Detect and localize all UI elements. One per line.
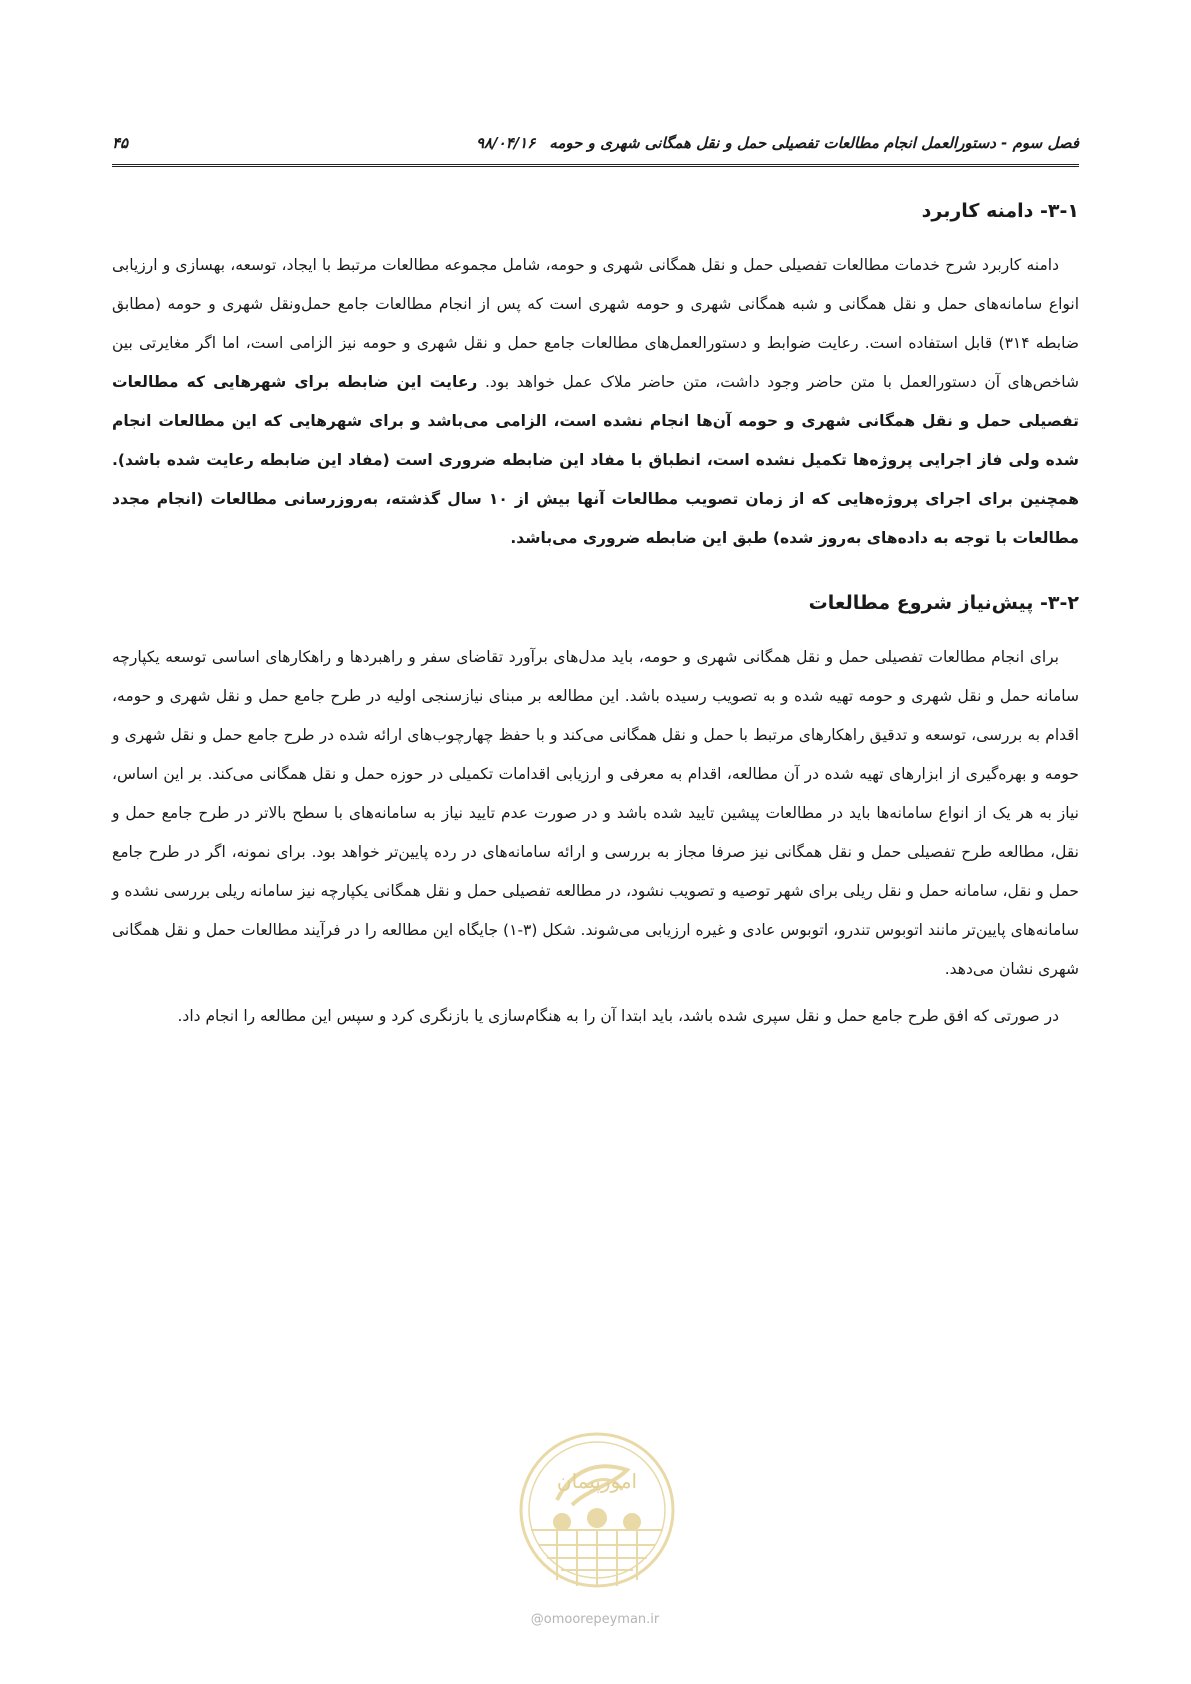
header-divider xyxy=(112,164,1079,170)
section-heading-prerequisite: ۳-۲- پیش‌نیاز شروع مطالعات xyxy=(808,592,1079,614)
chapter-title xyxy=(476,134,1079,152)
document-body xyxy=(112,200,1079,1036)
section-heading-scope: ۳-۱- دامنه کاربرد xyxy=(921,200,1079,222)
header-date: ۹۸/۰۴/۱۶ xyxy=(475,134,536,152)
website-watermark: @omoorepeyman.ir xyxy=(530,1612,660,1627)
logo-text: امورپیمان xyxy=(556,1469,638,1493)
scope-paragraph xyxy=(112,246,1079,558)
chapter-title-text: فصل سوم - دستورالعمل انجام مطالعات تفصیلی حمل و نقل همگانی شهری و حومه xyxy=(549,134,1079,152)
prerequisite-paragraph-2: در صورتی که افق طرح جامع حمل و نقل سپری شده باشد، باید ابتدا آن را به هنگام‌سازی یا بازنگری کرد و سپس این مطالعه را انجام داد. xyxy=(177,1007,1059,1025)
page-header xyxy=(112,130,1079,164)
watermark-logo-icon xyxy=(517,1430,677,1590)
prerequisite-paragraph-1: برای انجام مطالعات تفصیلی حمل و نقل همگانی شهری و حومه، باید مدل‌های برآورد تقاضای سفر و راهبردها و راهکارهای اساسی توسعه یکپارچه سامانه حمل و نقل شهری و حومه تهیه شده و به تصویب رسیده باشد. این مطالعه بر مبنای نیازسنجی اولیه در طرح جامع حمل و نقل شهری و حومه، اقدام به بررسی، توسعه و تدقیق راهکارهای مرتبط با حمل و نقل همگانی می‌کند و با حفظ چهارچوب‌های ارائه شده در طرح جامع حمل و نقل شهری و حومه و بهره‌گیری از ابزارهای تهیه شده در آن مطالعه، اقدام به معرفی و ارزیابی اقدامات تکمیلی در حوزه حمل و نقل همگانی می‌کند. بر این اساس، نیاز به هر یک از انواع سامانه‌ها باید در مطالعات پیشین تایید شده باشد و در صورت عدم تایید نیاز به سامانه‌های با سطح بالاتر در طرح جامع حمل و نقل، مطالعه طرح تفصیلی حمل و نقل همگانی نیز صرفا مجاز به بررسی و ارائه سامانه‌های در رده پایین‌تر خواهد بود. برای نمونه، اگر در طرح جامع حمل و نقل، سامانه حمل و نقل ریلی برای شهر توصیه و تصویب نشود، در مطالعه تفصیلی حمل و نقل همگانی یکپارچه نیز سامانه ریلی بررسی نشده و سامانه‌های پایین‌تر مانند اتوبوس تندرو، اتوبوس عادی و غیره ارزیابی می‌شوند. شکل (۳-۱) جایگاه این مطالعه را در فرآیند مطالعات حمل و نقل همگانی شهری نشان می‌دهد. xyxy=(112,648,1079,978)
scope-text: دامنه کاربرد شرح خدمات مطالعات تفصیلی حمل و نقل همگانی شهری و حومه، شامل مجموعه مطالعات مرتبط با ایجاد، توسعه، بهسازی و ارزیابی انواع سامانه‌های حمل و نقل همگانی و شبه همگانی شهری و حومه شهری است که پس از انجام مطالعات جامع حمل‌ونقل شهری و حومه (مطابق ضابطه ۳۱۴) قابل استفاده است. رعایت ضوابط و دستورالعمل‌های مطالعات جامع حمل و نقل شهری و حومه نیز الزامی است، اما اگر مغایرتی بین شاخص‌های آن دستورالعمل با متن حاضر وجود داشت، متن حاضر ملاک عمل خواهد بود. xyxy=(112,256,1079,391)
scope-bold-text: رعایت این ضابطه برای شهرهایی که مطالعات تفصیلی حمل و نقل همگانی شهری و حومه آن‌ها انجام نشده است، الزامی می‌باشد و برای شهرهایی که این مطالعات انجام شده ولی فاز اجرایی پروژه‌ها تکمیل نشده است، انطباق با مفاد این ضابطه ضروری است (مفاد این ضابطه رعایت شده باشد). همچنین برای اجرای پروژه‌هایی که از زمان تصویب مطالعات آنها بیش از ۱۰ سال گذشته، به‌روزرسانی مطالعات (انجام مجدد مطالعات با توجه به داده‌های به‌روز شده) طبق این ضابطه ضروری می‌باشد. xyxy=(112,373,1079,547)
page-number: ۴۵ xyxy=(112,134,129,152)
